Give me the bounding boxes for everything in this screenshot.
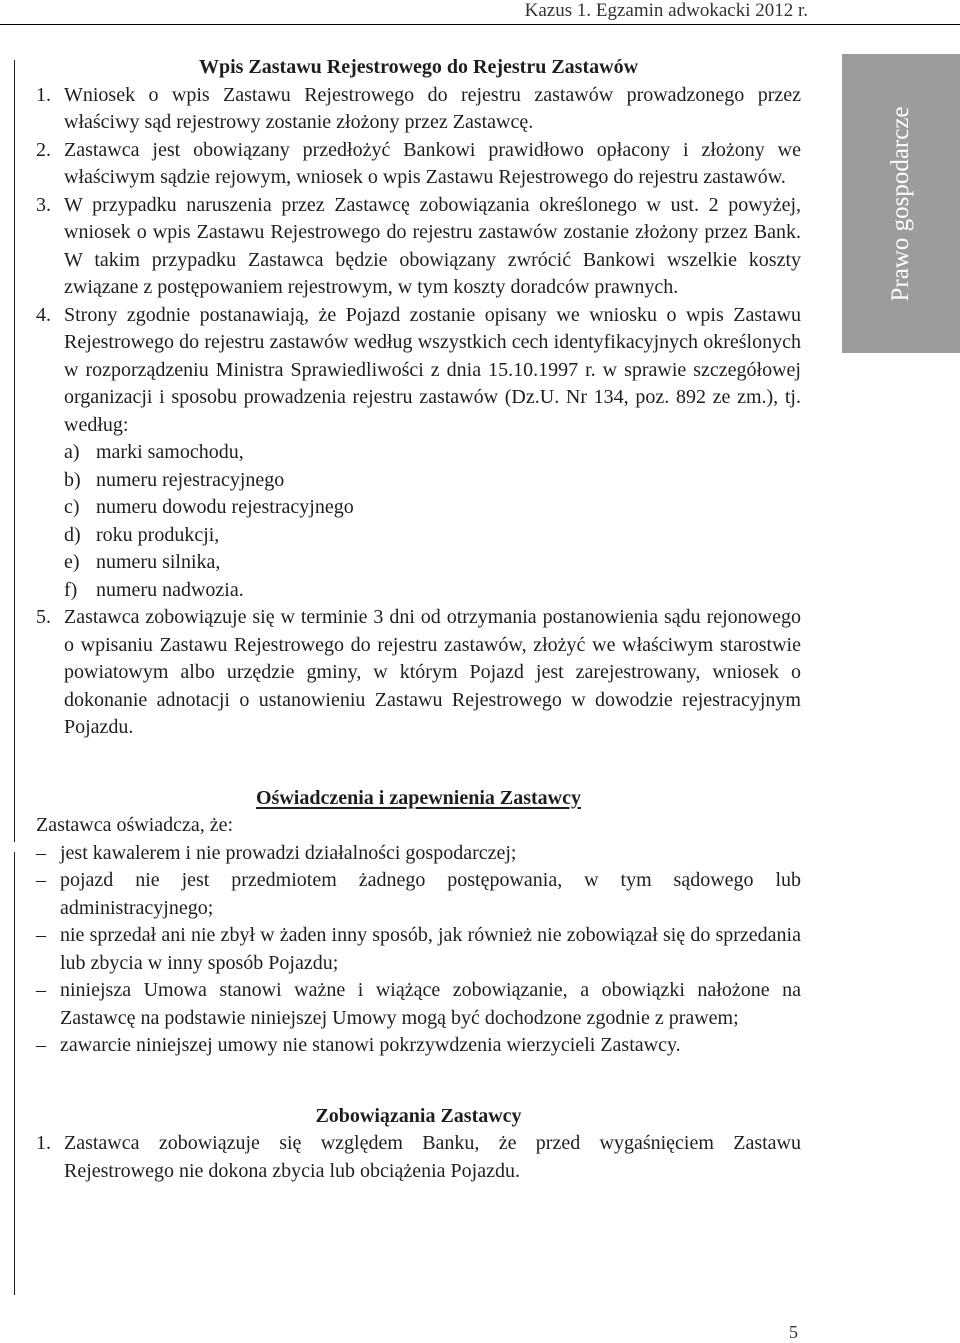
declaration-text: zawarcie niniejszej umowy nie stanowi pokrzywdzenia wierzycieli Zastawcy. — [60, 1034, 681, 1056]
list-text: marki samochodu, — [96, 441, 244, 463]
list-letter: a) — [64, 441, 80, 463]
margin-rule-top — [14, 60, 15, 842]
numbered-item — [36, 192, 801, 302]
side-tab — [842, 54, 960, 353]
declaration-item — [36, 922, 801, 977]
list-item — [64, 522, 801, 550]
numbered-item — [36, 604, 801, 742]
list-item — [64, 577, 801, 605]
item-number: 2. — [36, 138, 51, 161]
declaration-text: niniejsza Umowa stanowi ważne i wiążące zobowiązanie, a obowiązki nałożone na Zastawcę na podstawie niniejszej Umowy mogą być dochodzone zgodnie z prawem; — [60, 979, 801, 1029]
list-item — [64, 494, 801, 522]
item-text: Zastawca zobowiązuje się w terminie 3 dni od otrzymania postanowienia sądu rejonowego o wpisaniu Zastawu Rejestrowego do rejestru zastawów, złożyć we właściwym starostwie powiatowym albo urzędzie gminy, w którym Pojazd jest zarejestrowany, wniosek o dokonanie adnotacji o ustanowieniu Zastawu Rejestrowego w dowodzie rejestracyjnym Pojazdu. — [64, 606, 801, 738]
numbered-item — [36, 137, 801, 192]
list-text: numeru rejestracyjnego — [96, 468, 285, 491]
dash-marker: – — [36, 924, 46, 946]
list-letter: c) — [64, 496, 80, 518]
item-number: 1. — [36, 83, 51, 106]
document-body — [36, 54, 801, 1185]
item-text-body: Strony zgodnie postanawiają, że Pojazd zostanie opisany we wniosku o wpis Zastawu Rejestrowego do rejestru zastawów według wszystkich cech identyfikacyjnych określonych w rozporządzeniu Ministra Sprawiedliwości z dnia 15.10.1997 r. w sprawie szczegółowej organizacji i sposobu prowadzenia rejestru zastawów (Dz.U. Nr 134, poz. 892 ze zm.), tj. według: — [64, 303, 801, 436]
margin-rule-bottom — [14, 852, 15, 1295]
section-title-declarations: Oświadczenia i zapewnienia Zastawcy — [256, 786, 581, 809]
vehicle-features-list — [64, 439, 801, 604]
declaration-item — [36, 840, 801, 868]
item-text: Wniosek o wpis Zastawu Rejestrowego do rejestru zastawów prowadzonego przez właściwy sąd rejestrowy zostanie złożony przez Zastawcę. — [64, 83, 801, 133]
running-header — [0, 0, 960, 25]
list-letter: f) — [64, 578, 78, 601]
numbered-item — [36, 1130, 801, 1185]
list-item — [64, 439, 801, 467]
declaration-text: jest kawalerem i nie prowadzi działalności gospodarczej; — [60, 841, 517, 864]
side-tab-label: Prawo gospodarcze — [887, 105, 914, 302]
section-title-registration: Wpis Zastawu Rejestrowego do Rejestru Zastawów — [198, 56, 639, 78]
list-text: numeru dowodu rejestracyjnego — [96, 496, 354, 518]
dash-marker: – — [36, 869, 46, 891]
section-title-obligations: Zobowiązania Zastawcy — [315, 1104, 522, 1127]
item-text: W przypadku naruszenia przez Zastawcę zobowiązania określonego w ust. 2 powyżej, wniosek o wpis Zastawu Rejestrowego do rejestru zastawów zostanie złożony przez Bank. W takim przypadku Zastawca będzie obowiązany zwrócić Bankowi wszelkie koszty związane z postępowaniem rejestrowym, w tym koszty doradców prawnych. — [64, 193, 801, 298]
list-text: roku produkcji, — [96, 523, 220, 546]
numbered-item — [36, 82, 801, 137]
page-number: 5 — [789, 1322, 798, 1342]
declaration-item — [36, 1032, 801, 1060]
item-text: Zastawca zobowiązuje się względem Banku, że przed wygaśnięciem Zastawu Rejestrowego nie dokona zbycia lub obciążenia Pojazdu. — [64, 1132, 801, 1182]
item-text: Zastawca jest obowiązany przedłożyć Bankowi prawidłowo opłacony i złożony we właściwym sądzie rejowym, wniosek o wpis Zastawu Rejestrowego do rejestru zastawów. — [64, 138, 801, 188]
list-item — [64, 467, 801, 495]
section-spacer — [36, 742, 801, 785]
dash-marker: – — [36, 1034, 46, 1056]
list-item — [64, 549, 801, 577]
item-number: 4. — [36, 303, 51, 326]
list-text: numeru silnika, — [96, 551, 221, 573]
numbered-item — [36, 302, 801, 605]
list-letter: e) — [64, 551, 80, 573]
section-spacer — [36, 1060, 801, 1103]
dash-marker: – — [36, 979, 46, 1001]
declaration-text: pojazd nie jest przedmiotem żadnego postępowania, w tym sądowego lub administracyjnego; — [60, 869, 801, 919]
declaration-item — [36, 867, 801, 922]
list-letter: d) — [64, 523, 81, 546]
list-text: numeru nadwozia. — [96, 578, 244, 601]
list-letter: b) — [64, 468, 81, 491]
running-header-title: Kazus 1. Egzamin adwokacki 2012 r. — [524, 0, 808, 21]
declarations-intro: Zastawca oświadcza, że: — [36, 814, 234, 836]
item-number: 5. — [36, 606, 51, 628]
declaration-text: nie sprzedał ani nie zbył w żaden inny sposób, jak również nie zobowiązał się do sprzedania lub zbycia w inny sposób Pojazdu; — [60, 924, 801, 974]
declaration-item — [36, 977, 801, 1032]
item-number: 3. — [36, 193, 51, 216]
dash-marker: – — [36, 841, 46, 864]
item-number: 1. — [36, 1132, 51, 1154]
item-text — [64, 302, 801, 605]
